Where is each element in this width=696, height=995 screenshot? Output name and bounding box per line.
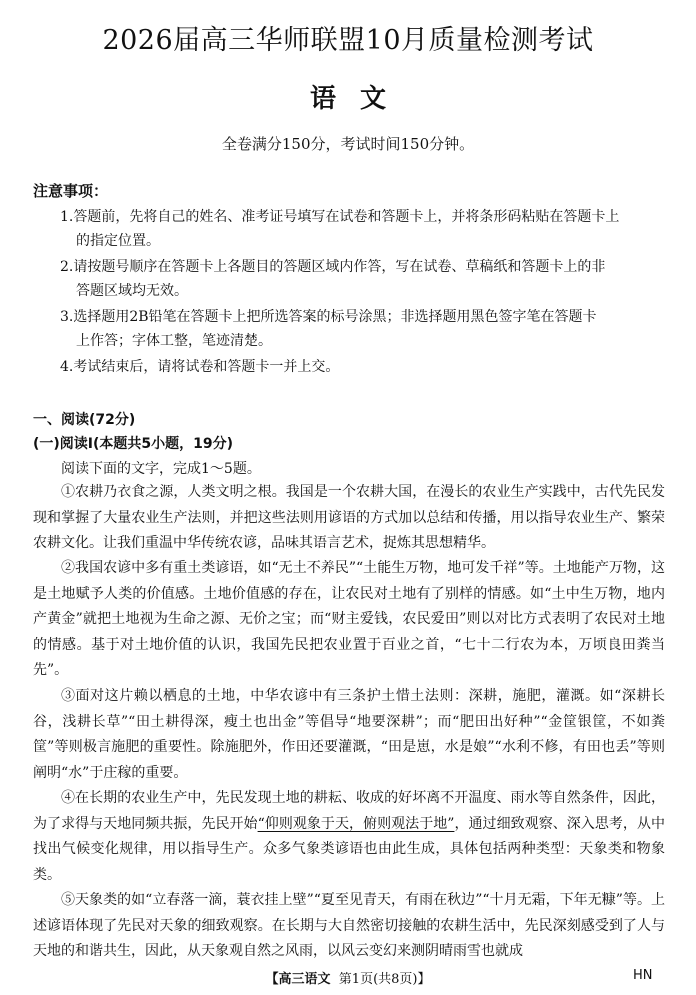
notice-item-text: 选择题用2B铅笔在答题卡上把所选答案的标号涂黑；非选择题用黑色签字笔在答题卡 xyxy=(73,309,597,325)
score-time-line: 全卷满分150分，考试时间150分钟。 xyxy=(221,135,475,153)
subject-title: 语文 xyxy=(309,84,410,114)
notice-heading: 注意事项： xyxy=(33,182,109,200)
notice-item-1 xyxy=(60,205,665,253)
sub-section-heading: (一)阅读Ⅰ(本题共5小题，19分) xyxy=(33,436,234,452)
paragraph-4-text: ④在长期的农业生产中，先民发现土地的耕耘、收成的好坏离不开温度、雨水等自然条件，因此，为了求得与天地同频共振，先民开始 xyxy=(33,790,665,832)
footer-region-code: HN xyxy=(633,968,653,983)
section-heading: 一、阅读(72分) xyxy=(33,412,136,428)
notice-item-text: 答题前，先将自己的姓名、准考证号填写在试卷和答题卡上，并将条形码粘贴在答题卡上 xyxy=(73,209,620,225)
paragraph-1: ①农耕乃衣食之源，人类文明之根。我国是一个农耕大国，在漫长的农业生产实践中，古代先民发现和掌握了大量农业生产法则，并把这些法则用谚语的方式加以总结和传播，用以指导农业生产、繁荣农耕文化。让我们重温中华传统农谚，品味其语言艺术，捉炼其思想精华。 xyxy=(33,484,665,551)
paragraph-2: ②我国农谚中多有重土类谚语，如“无土不养民”“土能生万物，地可发千祥”等。土地能产万物，这是土地赋予人类的价值感。土地价值感的存在，让农民对土地有了别样的情感。如“土中生万物，地内产黄金”就把土地视为生命之源、无价之宝；而“财主爱钱，农民爱田”则以对比方式表明了农民对土地的情感。基于对土地价值的认识，我国先民把农业置于百业之首，“七十二行农为本，万顷良田粪当先”。 xyxy=(33,560,665,678)
notice-item-number: 3. xyxy=(60,309,74,325)
notice-item-number: 1. xyxy=(60,209,74,225)
footer-page-info xyxy=(0,968,696,987)
notice-item-text-cont: 上作答；字体工整，笔迹清楚。 xyxy=(76,333,272,349)
paragraph-4 xyxy=(33,786,665,888)
notice-item-4 xyxy=(60,355,665,379)
underlined-quote: “仰则观象于天，俯则观法于地” xyxy=(257,815,455,832)
notice-item-text-cont: 答题区域均无效。 xyxy=(76,283,188,299)
notice-item-3 xyxy=(60,305,665,353)
footer-page-number: 第1页(共8页)】 xyxy=(338,972,431,987)
notice-item-text: 请按题号顺序在答题卡上各题目的答题区域内作答，写在试卷、草稿纸和答题卡上的非 xyxy=(73,259,606,275)
notice-item-text: 考试结束后，请将试卷和答题卡一并上交。 xyxy=(73,359,340,375)
paragraph-4-text-rest: ，通过细致观察、深入思考，从中找出气候变化规律，用以指导生产。众多气象类谚语也由此生成，具体包括两种类型：天象类和物象类。 xyxy=(33,815,665,883)
notice-item-text-cont: 的指定位置。 xyxy=(76,233,160,249)
notice-item-number: 4. xyxy=(60,359,74,375)
reading-instruction: 阅读下面的文字，完成1～5题。 xyxy=(61,461,261,477)
paragraph-3: ③面对这片赖以栖息的土地，中华农谚中有三条护土惜土法则：深耕，施肥，灌溉。如“深耕长谷，浅耕长草”“田土耕得深，瘦土也出金”等倡导“地要深耕”；而“肥田出好种”“金筐银筐，不如粪筐”等则极言施肥的重要性。除施肥外，作田还要灌溉，“田是崽，水是娘”“水利不修，有田也丢”等则阐明“水”于庄稼的重要。 xyxy=(33,688,665,781)
footer-exam-name: 【高三语文 xyxy=(265,972,331,987)
paragraph-5: ⑤天象类的如“立春落一滴，蓑衣挂上壁”“夏至见青天，有雨在秋边”“十月无霜，下年无糠”等。上述谚语体现了先民对天象的细致观察。在长期与大自然密切接触的农耕生活中，先民深刻感受到了人与天地的和谐共生，因此，从天象观自然之风雨，以风云变幻来测阴晴雨雪也就成 xyxy=(33,892,665,959)
exam-title: 2026届高三华师联盟10月质量检测考试 xyxy=(102,25,594,56)
notice-item-number: 2. xyxy=(60,259,74,275)
notice-item-2 xyxy=(60,255,665,303)
